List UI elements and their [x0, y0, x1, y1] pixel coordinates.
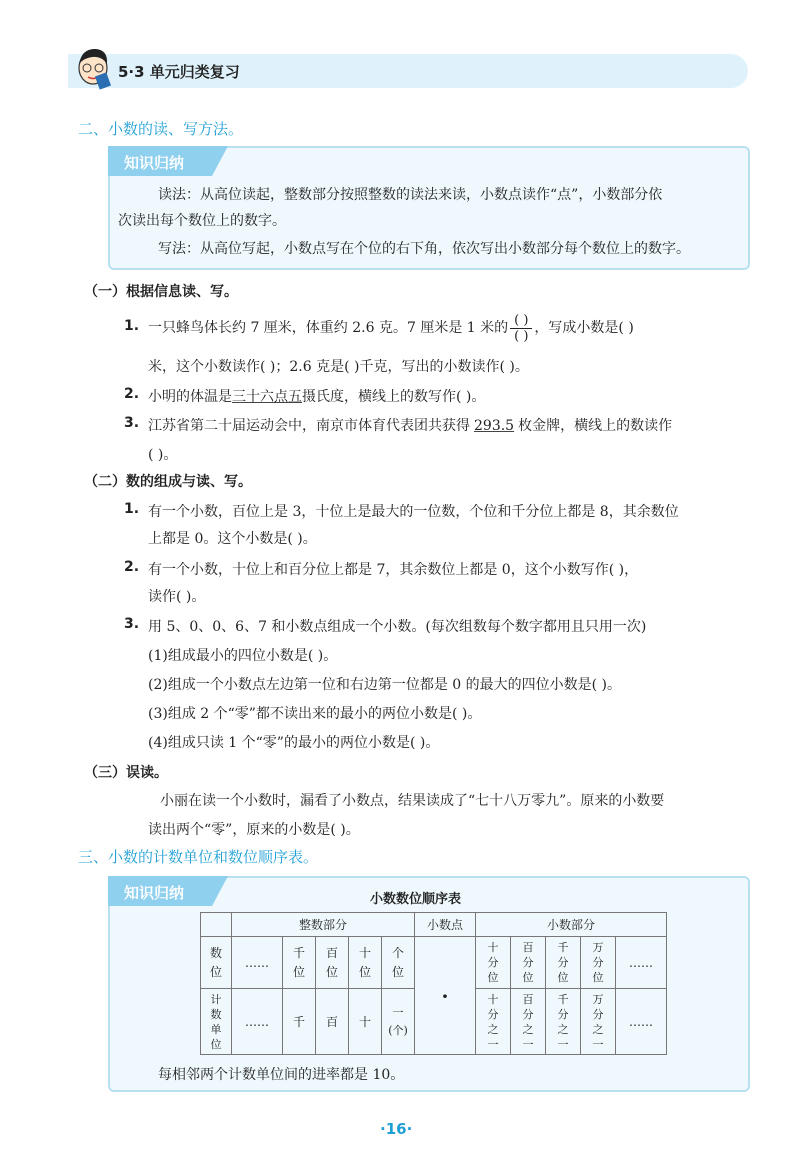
write-rule: 写法：从高位写起，小数点写在个位的右下角，依次写出小数部分每个数位上的数字。 [158, 241, 690, 257]
p1-q1-text-b: ，写成小数是( ) [534, 320, 634, 336]
p1-q3-text-a: 江苏省第二十届运动会中，南京市体育代表团共获得 [148, 418, 470, 434]
table-corner [201, 913, 232, 937]
label-char: 计 [210, 992, 222, 1006]
fraction-numerator: ( ) [510, 313, 532, 329]
p1-q2-line [148, 386, 485, 406]
place-char: 分 [522, 956, 534, 969]
unit-ten: 十 [349, 989, 382, 1055]
p1-q1-text-a: 一只蜂鸟体长约 7 厘米，体重约 2.6 克。7 厘米是 1 米的 [148, 320, 509, 336]
p1-q2-text-a: 小明的体温是 [148, 389, 232, 405]
place-char: 千 [557, 941, 569, 954]
place-ten-thousandths [581, 937, 616, 989]
table-title: 小数数位顺序表 [370, 892, 462, 907]
ellipsis-cell: …… [232, 989, 283, 1055]
place-thousands [283, 937, 316, 989]
p2-q1-num: 1. [124, 501, 140, 517]
unit-hundred: 百 [316, 989, 349, 1055]
place-char: 分 [487, 956, 499, 969]
p1-q1-line1 [148, 310, 634, 346]
place-char: 位 [592, 971, 604, 984]
place-char: 位 [358, 964, 371, 979]
p1-q3-num: 3. [124, 415, 140, 431]
unit-char: 之 [487, 1022, 499, 1036]
p2-q1-line2: 上都是 0。这个小数是( )。 [148, 531, 317, 547]
unit-ten-thousandth [581, 989, 616, 1055]
p2-q2-line1: 有一个小数，十位上和百分位上都是 7，其余数位上都是 0，这个小数写作( )， [148, 562, 639, 578]
place-hundredths [511, 937, 546, 989]
unit-char: 一 [522, 1037, 534, 1051]
p2-q1-line1: 有一个小数，百位上是 3，十位上是最大的一位数，个位和千分位上都是 8，其余数位 [148, 504, 679, 520]
unit-char: 一 [392, 1005, 404, 1019]
ellipsis-cell: …… [616, 989, 667, 1055]
p1-q3-underlined: 293.5 [474, 418, 515, 434]
fraction-denominator: ( ) [514, 328, 529, 344]
place-char: 个 [391, 945, 404, 960]
place-char: 位 [487, 971, 499, 984]
unit-char: 分 [522, 1007, 534, 1021]
p3-line2: 读出两个“零”，原来的小数是( )。 [148, 822, 360, 838]
place-char: 位 [292, 964, 305, 979]
p2-q3-sub2: (2)组成一个小数点左边第一位和右边第一位都是 0 的最大的四位小数是( )。 [148, 677, 622, 693]
page-number: ·16· [380, 1120, 413, 1138]
unit-hundredth [511, 989, 546, 1055]
unit-thousand: 千 [283, 989, 316, 1055]
label-char: 数 [209, 945, 222, 960]
header-decimal-part: 小数部分 [476, 913, 667, 937]
row-label-place [201, 937, 232, 989]
p2-q2-line2: 读作( )。 [148, 589, 206, 605]
place-char: 位 [557, 971, 569, 984]
p1-q1-num: 1. [124, 318, 140, 334]
p1-q3-text-b: 枚金牌，横线上的数读作 [518, 418, 673, 434]
part-2-title: （二）数的组成与读、写。 [84, 474, 252, 490]
section-3-title: 三、小数的计数单位和数位顺序表。 [78, 848, 319, 866]
knowledge-tag: 知识归纳 [124, 154, 185, 172]
unit-one [382, 989, 415, 1055]
unit-tenth [476, 989, 511, 1055]
part-1-title: （一）根据信息读、写。 [84, 284, 238, 300]
place-thousandths [546, 937, 581, 989]
p1-q2-underlined: 三十六点五 [232, 389, 302, 405]
place-char: 百 [522, 941, 534, 954]
unit-char: 一 [487, 1037, 499, 1051]
read-rule: 读法：从高位读起，整数部分按照整数的读法来读，小数点读作“点”，小数部分依 [158, 187, 663, 203]
label-char: 数 [210, 1007, 222, 1021]
read-rule-cont: 次读出每个数位上的数字。 [118, 213, 286, 229]
table-note: 每相邻两个计数单位间的进率都是 10。 [158, 1067, 405, 1083]
p2-q2-num: 2. [124, 559, 140, 575]
unit-char: 之 [592, 1022, 604, 1036]
unit-char: 分 [557, 1007, 569, 1021]
unit-char: 千 [557, 992, 569, 1006]
label-char: 单 [210, 1022, 222, 1036]
ellipsis-cell: …… [232, 937, 283, 989]
place-char: 十 [487, 941, 499, 954]
place-char: 百 [325, 945, 338, 960]
p2-q3-sub1: (1)组成最小的四位小数是( )。 [148, 648, 338, 664]
ellipsis-cell: …… [616, 937, 667, 989]
label-char: 位 [210, 1037, 222, 1051]
place-value-table [200, 912, 667, 1055]
unit-char: 百 [522, 992, 534, 1006]
header-integer-part: 整数部分 [232, 913, 415, 937]
p3-line1: 小丽在读一个小数时，漏看了小数点，结果读成了“七十八万零九”。原来的小数要 [160, 793, 665, 809]
p2-q3-sub4: (4)组成只读 1 个“零”的最小的两位小数是( )。 [148, 735, 440, 751]
p1-q1-line2: 米，这个小数读作( )；2.6 克是( )千克，写出的小数读作( )。 [148, 359, 529, 375]
p1-q2-text-b: 摄氏度，横线上的数写作( )。 [302, 389, 486, 405]
header-decimal-point: 小数点 [415, 913, 476, 937]
p2-q3-sub3: (3)组成 2 个“零”都不读出来的最小的两位小数是( )。 [148, 706, 482, 722]
place-char: 千 [292, 945, 305, 960]
p1-q3-line2: ( )。 [148, 447, 178, 463]
p2-q3-num: 3. [124, 616, 140, 632]
unit-char: 分 [592, 1007, 604, 1021]
place-ones [382, 937, 415, 989]
unit-char: 之 [557, 1022, 569, 1036]
unit-char: 分 [487, 1007, 499, 1021]
place-char: 分 [557, 956, 569, 969]
p1-q3-line1 [148, 415, 672, 435]
place-char: 位 [391, 964, 404, 979]
place-char: 位 [325, 964, 338, 979]
p2-q3-line: 用 5、0、0、6、7 和小数点组成一个小数。(每次组数每个数字都用且只用一次) [148, 619, 647, 635]
place-tens [349, 937, 382, 989]
student-avatar-icon [74, 44, 112, 90]
place-char: 位 [522, 971, 534, 984]
part-3-title: （三）误读。 [84, 765, 168, 781]
fraction [510, 313, 532, 344]
label-char: 位 [209, 964, 222, 979]
place-hundreds [316, 937, 349, 989]
decimal-point-dot: · [415, 937, 476, 1055]
p1-q2-num: 2. [124, 386, 140, 402]
place-char: 万 [592, 941, 604, 954]
unit-char: 十 [487, 992, 499, 1006]
unit-char: (个) [388, 1023, 408, 1037]
unit-char: 万 [592, 992, 604, 1006]
unit-char: 一 [557, 1037, 569, 1051]
place-tenths [476, 937, 511, 989]
header-title: 5·3 单元归类复习 [118, 63, 240, 81]
section-2-title: 二、小数的读、写方法。 [78, 120, 244, 138]
place-char: 十 [358, 945, 371, 960]
unit-thousandth [546, 989, 581, 1055]
place-char: 分 [592, 956, 604, 969]
unit-char: 之 [522, 1022, 534, 1036]
row-label-unit [201, 989, 232, 1055]
knowledge-box-1 [108, 146, 750, 270]
knowledge-tag: 知识归纳 [124, 884, 185, 902]
unit-char: 一 [592, 1037, 604, 1051]
